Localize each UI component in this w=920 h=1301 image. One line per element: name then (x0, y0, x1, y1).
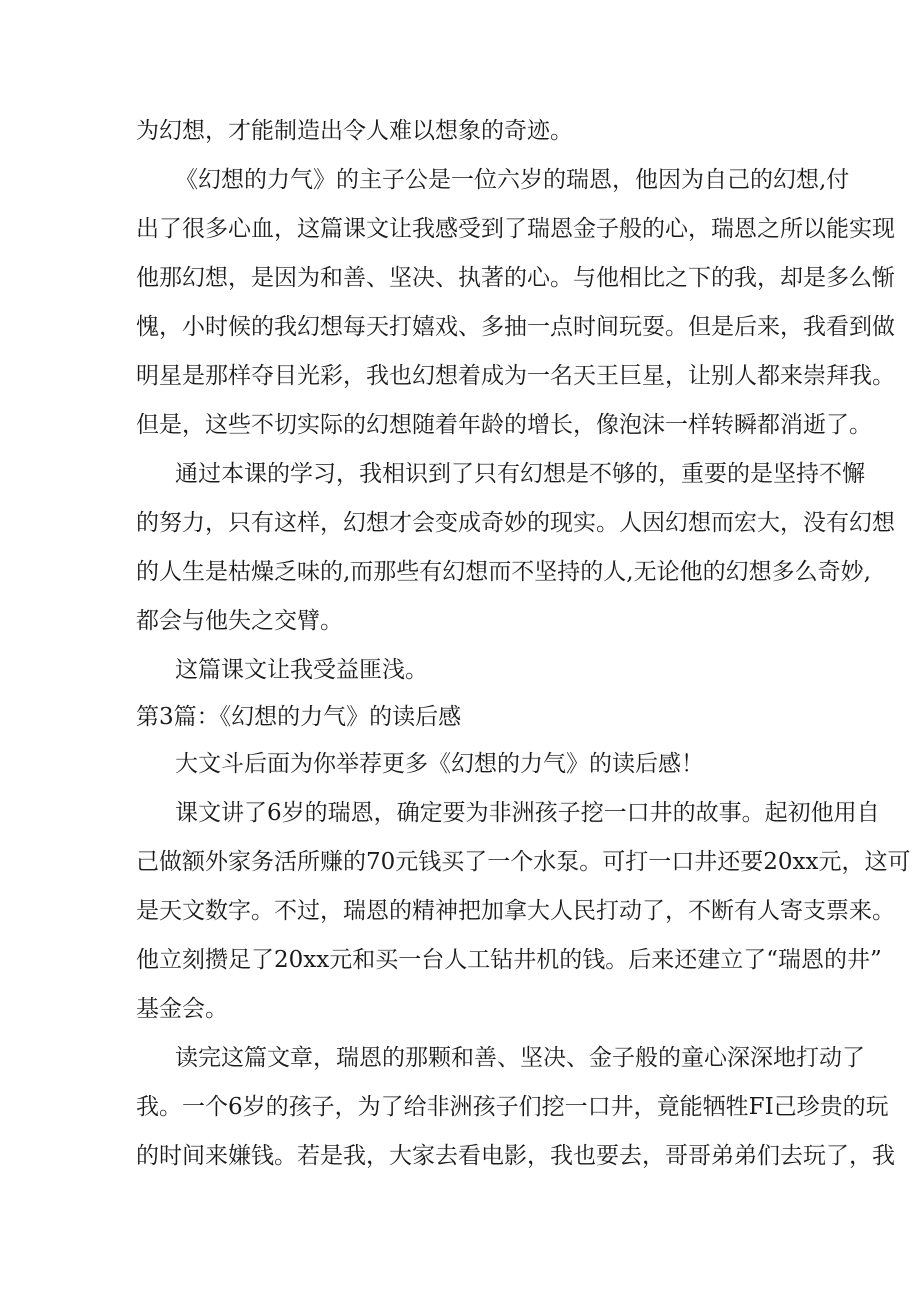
text-line: 明星是那样夺目光彩，我也幻想着成为一名天王巨星，让别人都来崇拜我。 (136, 363, 895, 389)
text-line: 他那幻想，是因为和善、坚决、执著的心。与他相比之下的我，却是多么惭 (136, 265, 895, 291)
section-heading: 第3篇：《幻想的力气》的读后感 (136, 704, 462, 730)
text-line: 我。一个6岁的孩子，为了给非洲孩子们挖一口井，竟能牺牲FI己珍贵的玩 (136, 1094, 889, 1120)
text-line: 是天文数字。不过，瑞恩的精神把加拿大人民打动了，不断有人寄支票来。 (136, 898, 895, 924)
paragraph-start-line: 课文讲了6岁的瑞恩，确定要为非洲孩子挖一口井的故事。起初他用自 (175, 800, 880, 826)
text-line: 都会与他失之交臂。 (136, 608, 343, 634)
text-line: 出了很多心血，这篇课文让我感受到了瑞恩金子般的心，瑞恩之所以能实现 (136, 216, 895, 242)
text-line: 他立刻攒足了20xx元和买一台人工钻井机的钱。后来还建立了“瑞恩的井” (136, 947, 882, 973)
text-line: 己做额外家务活所赚的70元钱买了一个水泵。可打一口井还要20xx元，这可 (136, 849, 911, 875)
text-line: 但是，这些不切实际的幻想随着年龄的增长，像泡沫一样转瞬都消逝了。 (136, 412, 872, 438)
text-line: 基金会。 (136, 996, 228, 1022)
paragraph-start-line: 通过本课的学习，我相识到了只有幻想是不够的，重要的是坚持不懈 (175, 461, 865, 487)
paragraph-start-line: 这篇课文让我受益匪浅。 (175, 657, 428, 683)
paragraph-start-line: 读完这篇文章，瑞恩的那颗和善、坚决、金子般的童心深深地打动了 (175, 1045, 865, 1071)
paragraph-start-line: 大文斗后面为你举荐更多《幻想的力气》的读后感！ (175, 751, 704, 777)
text-line: 的努力，只有这样，幻想才会变成奇妙的现实。人因幻想而宏大，没有幻想 (136, 510, 895, 536)
text-line: 愧，小时候的我幻想每天打嬉戏、多抽一点时间玩耍。但是后来，我看到做 (136, 314, 895, 340)
text-line: 的人生是枯燥乏味的,而那些有幻想而不坚持的人,无论他的幻想多么奇妙, (136, 559, 871, 585)
text-line: 为幻想，才能制造出令人难以想象的奇迹。 (136, 118, 573, 144)
paragraph-start-line: 《幻想的力气》的主子公是一位六岁的瑞恩，他因为自己的幻想,付 (175, 167, 850, 193)
text-line: 的时间来嫌钱。若是我，大家去看电影，我也要去，哥哥弟弟们去玩了，我 (136, 1143, 895, 1169)
